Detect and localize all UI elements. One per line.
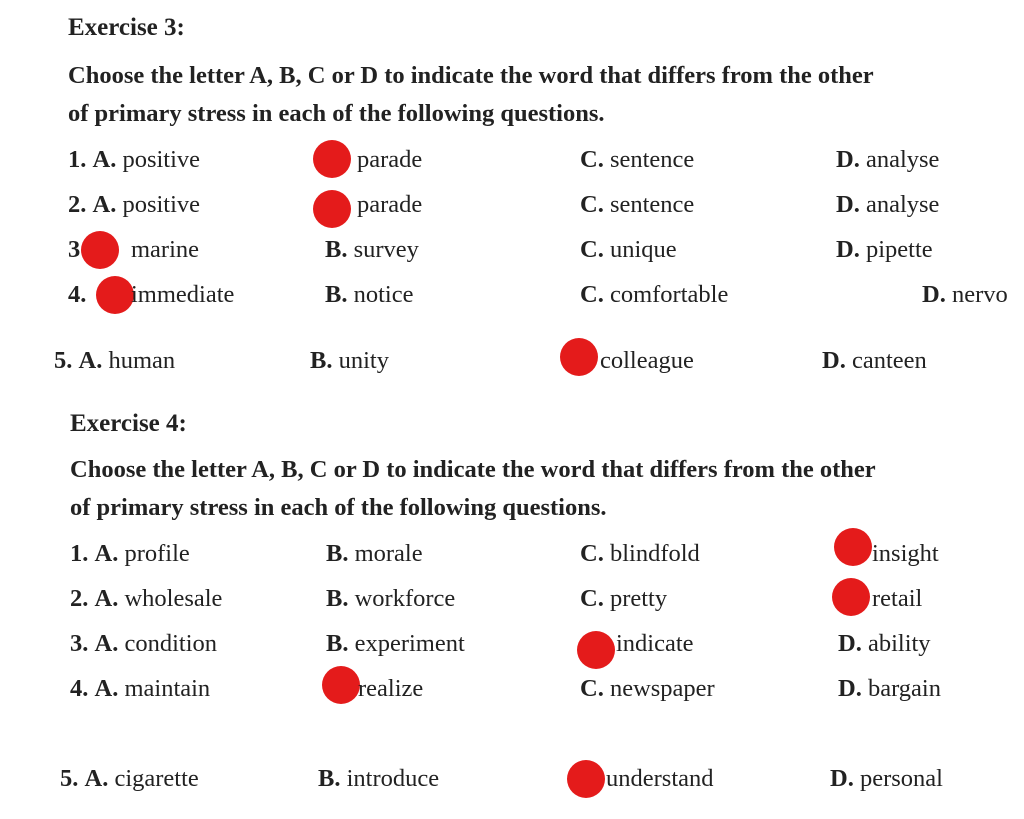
option-a[interactable]: [70, 629, 217, 659]
option-letter: C.: [580, 191, 604, 218]
option-word: sentence: [609, 146, 695, 173]
option-word: retail: [872, 585, 923, 612]
instruction-line: of primary stress in each of the following questions.: [70, 494, 607, 521]
selection-mark: [567, 760, 605, 798]
option-letter: D.: [838, 675, 862, 702]
option-letter: A.: [94, 585, 119, 612]
option-c[interactable]: [606, 764, 714, 794]
option-word: personal: [859, 765, 943, 792]
option-a[interactable]: [54, 346, 175, 376]
selection-mark: [81, 231, 119, 269]
question-number: 1.: [70, 540, 89, 567]
option-word: comfortable: [609, 281, 729, 308]
option-d[interactable]: [872, 539, 939, 569]
option-word: introduce: [346, 765, 440, 792]
question-number: 4.: [70, 675, 89, 702]
option-letter: A.: [78, 347, 103, 374]
option-word: colleague: [600, 347, 694, 374]
option-b[interactable]: [326, 584, 455, 614]
option-a[interactable]: [131, 235, 199, 265]
option-word: profile: [124, 540, 190, 567]
option-letter: C.: [580, 675, 604, 702]
option-b[interactable]: [358, 674, 423, 704]
option-word: parade: [357, 146, 423, 173]
option-a[interactable]: [70, 674, 210, 704]
option-letter: A.: [94, 675, 119, 702]
option-word: blindfold: [609, 540, 700, 567]
option-word: immediate: [131, 281, 235, 308]
option-c[interactable]: [600, 346, 694, 376]
exercise-3-instruction: [68, 57, 874, 133]
option-word: positive: [122, 146, 201, 173]
option-b[interactable]: [326, 629, 465, 659]
option-word: cigarette: [114, 765, 199, 792]
option-word: survey: [353, 236, 419, 263]
option-letter: B.: [310, 347, 333, 374]
option-letter: B.: [325, 281, 348, 308]
exercise-4-title: Exercise 4:: [70, 410, 187, 437]
option-word: unique: [609, 236, 677, 263]
option-word: experiment: [354, 630, 465, 657]
option-b[interactable]: [310, 346, 389, 376]
option-d[interactable]: [836, 145, 939, 175]
option-letter: B.: [326, 540, 349, 567]
question-number: 3.: [70, 630, 89, 657]
option-word: condition: [124, 630, 217, 657]
option-letter: B.: [326, 630, 349, 657]
option-d[interactable]: [872, 584, 922, 614]
option-letter: C.: [580, 540, 604, 567]
option-word: marine: [131, 236, 200, 263]
option-word: positive: [122, 191, 201, 218]
option-word: notice: [353, 281, 414, 308]
option-word: morale: [354, 540, 423, 567]
option-letter: D.: [830, 765, 854, 792]
option-letter: C.: [580, 585, 604, 612]
option-word: pipette: [865, 236, 933, 263]
option-a[interactable]: [68, 145, 200, 175]
option-d[interactable]: [836, 190, 939, 220]
option-a[interactable]: [68, 190, 200, 220]
option-d[interactable]: [822, 346, 927, 376]
option-word: insight: [872, 540, 939, 567]
option-word: ability: [867, 630, 931, 657]
option-letter: D.: [822, 347, 846, 374]
selection-mark: [560, 338, 598, 376]
option-c[interactable]: [580, 280, 728, 310]
option-word: nervo: [951, 281, 1008, 308]
option-word: realize: [358, 675, 424, 702]
option-letter: D.: [922, 281, 946, 308]
option-b[interactable]: [318, 764, 439, 794]
option-word: wholesale: [124, 585, 223, 612]
question-number: 2.: [68, 191, 87, 218]
option-word: canteen: [851, 347, 927, 374]
option-letter: C.: [580, 146, 604, 173]
option-c[interactable]: [616, 629, 694, 659]
option-c[interactable]: [580, 145, 694, 175]
option-word: unity: [338, 347, 389, 374]
option-letter: D.: [836, 236, 860, 263]
option-word: indicate: [616, 630, 694, 657]
option-a[interactable]: [131, 280, 234, 310]
question-number: 3: [68, 236, 81, 263]
selection-mark: [322, 666, 360, 704]
option-a[interactable]: [60, 764, 199, 794]
option-c[interactable]: [580, 190, 694, 220]
option-b[interactable]: [357, 145, 422, 175]
selection-mark: [577, 631, 615, 669]
option-a[interactable]: [70, 539, 190, 569]
option-b[interactable]: [357, 190, 422, 220]
question-number: 1.: [68, 146, 87, 173]
option-letter: A.: [94, 630, 119, 657]
option-d[interactable]: [838, 629, 931, 659]
question-number: 5.: [54, 347, 73, 374]
option-word: bargain: [867, 675, 941, 702]
option-word: analyse: [865, 191, 940, 218]
option-d[interactable]: [922, 280, 1024, 310]
option-b[interactable]: [325, 235, 419, 265]
option-d[interactable]: [838, 674, 941, 704]
question-number: 2.: [70, 585, 89, 612]
option-word: pretty: [609, 585, 668, 612]
option-letter: B.: [325, 236, 348, 263]
option-b[interactable]: [325, 280, 413, 310]
option-word: parade: [357, 191, 423, 218]
option-letter: A.: [84, 765, 109, 792]
exercise-3-title: Exercise 3:: [68, 14, 185, 41]
question-number: 4.: [68, 281, 87, 308]
instruction-line: Choose the letter A, B, C or D to indicate the word that differs from the other: [70, 456, 876, 483]
instruction-line: of primary stress in each of the following questions.: [68, 100, 605, 127]
option-letter: C.: [580, 281, 604, 308]
option-word: maintain: [124, 675, 211, 702]
option-letter: A.: [94, 540, 119, 567]
option-c[interactable]: [580, 674, 715, 704]
option-d[interactable]: [836, 235, 933, 265]
question-number: 5.: [60, 765, 79, 792]
option-letter: B.: [318, 765, 341, 792]
option-word: newspaper: [609, 675, 715, 702]
selection-mark: [313, 190, 351, 228]
selection-mark: [96, 276, 134, 314]
selection-mark: [313, 140, 351, 178]
instruction-line: Choose the letter A, B, C or D to indicate the word that differs from the other: [68, 62, 874, 89]
option-c[interactable]: [580, 539, 700, 569]
option-letter: B.: [326, 585, 349, 612]
option-d[interactable]: [830, 764, 943, 794]
option-c[interactable]: [580, 584, 667, 614]
option-word: human: [108, 347, 176, 374]
option-word: understand: [606, 765, 714, 792]
option-a[interactable]: [68, 280, 86, 310]
option-letter: D.: [836, 191, 860, 218]
option-letter: D.: [838, 630, 862, 657]
option-word: analyse: [865, 146, 940, 173]
option-word: workforce: [354, 585, 456, 612]
option-word: sentence: [609, 191, 695, 218]
option-a[interactable]: [70, 584, 222, 614]
option-letter: C.: [580, 236, 604, 263]
option-letter: A.: [92, 146, 117, 173]
option-a[interactable]: [68, 235, 80, 265]
exercise-4-instruction: [70, 451, 876, 527]
option-letter: A.: [92, 191, 117, 218]
selection-mark: [832, 578, 870, 616]
selection-mark: [834, 528, 872, 566]
option-letter: D.: [836, 146, 860, 173]
option-c[interactable]: [580, 235, 677, 265]
option-b[interactable]: [326, 539, 423, 569]
